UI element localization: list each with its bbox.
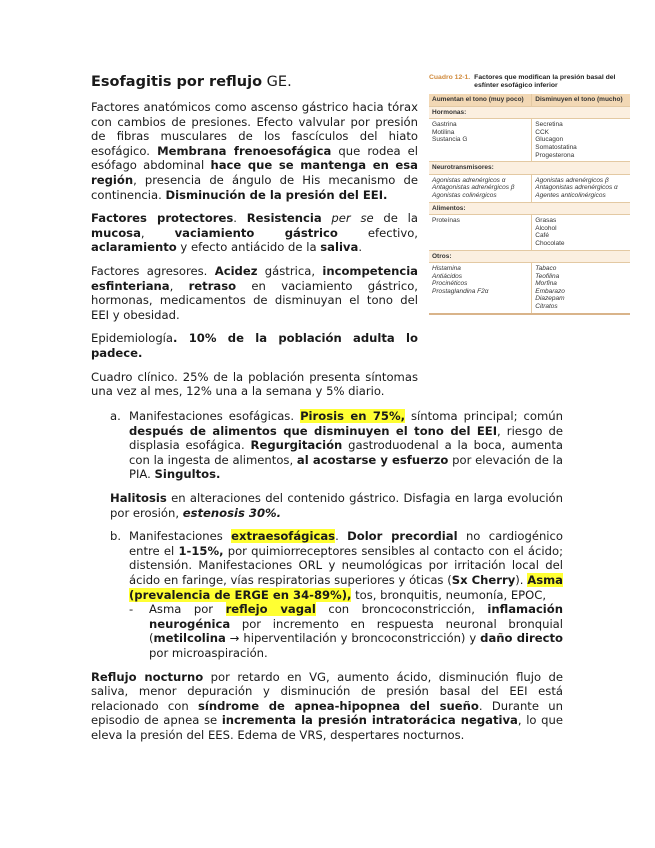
les-factors-table: [429, 94, 630, 315]
col-header-increase: Aumentan el tono (muy poco): [429, 94, 532, 106]
cell-otros-down: Tabaco Teofilina Morfina Embarazo Diazepam Citratos: [532, 263, 630, 314]
paragraph-aggressive-factors: Factores agresores. Acidez gástrica, incompetencia esfinteriana, retraso en vaciamiento gástrico, hormonas, medicamentos de disminuyan el tono del EEI y obesidad.: [91, 263, 418, 322]
table-row: [429, 119, 630, 162]
table-section-row: Neurotransmisores:: [429, 162, 630, 175]
cell-neuro-down: Agonistas adrenérgicos β Antagonistas adrenérgicos α Agentes anticolinérgicos: [532, 174, 630, 202]
table-row: [429, 215, 630, 250]
page-title: [91, 74, 418, 91]
paragraph-halitosis: Halitosis en alteraciones del contenido gástrico. Disfagia en larga evolución por erosión, estenosis 30%.: [110, 490, 563, 520]
cell-otros-up: Histamina Antiácidos Procinéticos Prostaglandina F2α: [429, 263, 532, 314]
lower-section: [91, 409, 563, 751]
paragraph-anatomical-factors: Factores anatómicos como ascenso gástrico hacia tórax con cambios de presiones. Efecto valvular por presión de fibras musculares de los fascículos del hiato esofágico. Membrana frenoesofágica que rodea el esófago abdominal hace que se mantenga en esa región, presencia de ángulo de His mecanismo de continencia. Disminución de la presión del EEI.: [91, 100, 418, 202]
table-section-row: Alimentos:: [429, 202, 630, 215]
col-header-decrease: Disminuyen el tono (mucho): [532, 94, 630, 106]
figure-caption: [429, 74, 630, 90]
table-header-row: [429, 94, 630, 106]
cell-neuro-up: Agonistas adrenérgicos α Antagonistas adrenérgicos β Agonistas colinérgicos: [429, 174, 532, 202]
cell-alimentos-up: Proteínas: [429, 215, 532, 250]
paragraph-protective-factors: Factores protectores. Resistencia per se de la mucosa, vaciamiento gástrico efectivo, aclaramiento y efecto antiácido de la saliva.: [91, 211, 418, 255]
table-section-row: Hormonas:: [429, 106, 630, 119]
table-section-row: Otros:: [429, 250, 630, 263]
figure-title: Factores que modifican la presión basal del esfínter esofágico inferior: [474, 74, 616, 89]
cell-hormonas-down: Secretina CCK Glucagon Somatostatina Progesterona: [532, 119, 630, 162]
paragraph-nocturnal-reflux: Reflujo nocturno por retardo en VG, aumento ácido, disminución flujo de saliva, menor depuración y disminución de presión basal del EEI está relacionado con síndrome de apnea-hipopnea del sueño. Durante un episodio de apnea se incrementa la presión intratorácica negativa, lo que eleva la presión del EES. Edema de VRS, despertares nocturnos.: [91, 669, 564, 742]
cell-hormonas-up: Gastrina Motilina Sustancia G: [429, 119, 532, 162]
list-item-extraesophageal: b. Manifestaciones extraesofágicas. Dolor precordial no cardiogénico entre el 1-15%, por quimiorreceptores sensibles al contacto con el ácido; distensión. Manifestaciones ORL y neumológicas por irritación local del ácido en faringe, vías respiratorias superiores y óticas (Sx Cherry). Asma (prevalencia de ERGE en 34-89%), tos, bronquitis, neumonía, EPOC,: [110, 529, 563, 602]
sub-item-asthma: - Asma por reflejo vagal con broncoconstricción, inflamación neurogénica por incremento en respuesta neuronal bronquial (metilcolina → hiperventilación y broncoconstricción) y daño directo por microaspiración.: [129, 602, 564, 660]
table-row: [429, 263, 630, 314]
figure-table-les-pressure: [429, 74, 630, 315]
figure-number: Cuadro 12-1.: [429, 74, 471, 81]
table-row: [429, 174, 630, 202]
left-column: [91, 74, 418, 399]
paragraph-epidemiology: Epidemiología. 10% de la población adulta lo padece.: [91, 331, 418, 360]
title-suffix: GE.: [262, 74, 292, 90]
cell-alimentos-down: Grasas Alcohol Café Chocolate: [532, 215, 630, 250]
list-item-esophageal: a. Manifestaciones esofágicas. Pirosis en 75%, síntoma principal; común después de alimentos que disminuyen el tono del EEI, riesgo de displasia esofágica. Regurgitación gastroduodenal a la boca, aumenta con la ingesta de alimentos, al acostarse y esfuerzo por elevación de la PIA. Singultos.: [110, 409, 564, 482]
paragraph-clinical-picture: Cuadro clínico. 25% de la población presenta síntomas una vez al mes, 12% una a la semana y 5% diario.: [91, 369, 418, 399]
title-main: Esofagitis por reflujo: [91, 74, 263, 90]
